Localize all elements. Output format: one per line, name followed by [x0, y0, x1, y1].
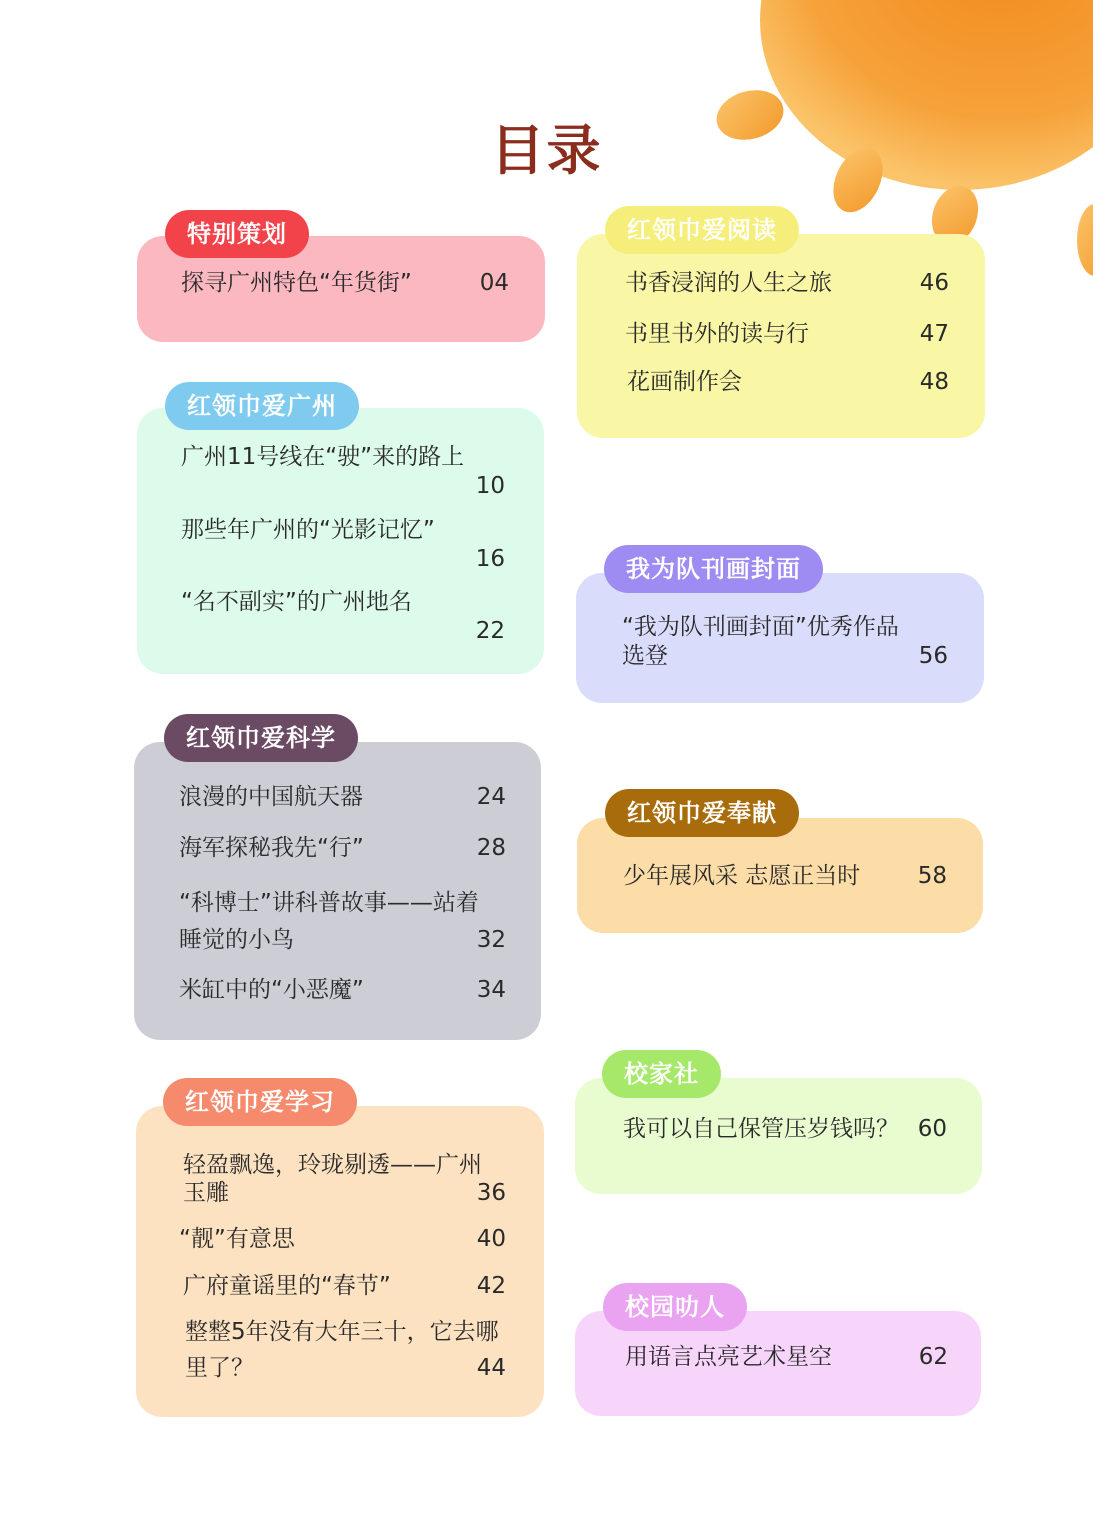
toc-page: 32 — [476, 927, 506, 953]
toc-entry[interactable]: 那些年广州的“光影记忆” — [181, 517, 435, 543]
toc-entry[interactable]: 用语言点亮艺术星空 — [625, 1344, 832, 1370]
toc-entry[interactable]: 探寻广州特色“年货街” — [181, 270, 412, 296]
section-school-family — [575, 1050, 982, 1194]
section-study — [136, 1078, 544, 1417]
toc-entry[interactable]: 米缸中的“小恶魔” — [179, 977, 364, 1003]
toc-entry[interactable]: “名不副实”的广州地名 — [181, 589, 412, 615]
section-tab: 红领巾爱奉献 — [605, 789, 799, 837]
toc-page: 42 — [476, 1273, 506, 1299]
toc-entry-line2[interactable]: 里了？ — [185, 1355, 254, 1381]
toc-entry[interactable]: 海军探秘我先“行” — [179, 835, 364, 861]
toc-page: 16 — [475, 546, 505, 572]
section-cover — [576, 545, 984, 703]
section-tab: 红领巾爱广州 — [165, 382, 359, 430]
page-title: 目录 — [490, 119, 603, 182]
toc-entry[interactable]: 轻盈飘逸，玲珑剔透——广州 — [183, 1152, 482, 1178]
section-tab: 红领巾爱阅读 — [605, 206, 799, 254]
toc-entry[interactable]: “我为队刊画封面”优秀作品 — [622, 614, 899, 640]
toc-page: 62 — [918, 1344, 948, 1370]
toc-entry-line2[interactable]: 玉雕 — [183, 1180, 229, 1206]
toc-page: 56 — [918, 643, 948, 669]
section-guangzhou — [137, 382, 544, 674]
section-tab: 校园叻人 — [603, 1283, 747, 1331]
section-reading — [577, 206, 985, 438]
toc-entry[interactable]: 广府童谣里的“春节” — [183, 1273, 391, 1299]
toc-page: 47 — [919, 321, 949, 347]
section-tab: 我为队刊画封面 — [604, 545, 823, 593]
toc-page: 28 — [476, 835, 506, 861]
section-tab: 红领巾爱科学 — [164, 714, 358, 762]
toc-entry[interactable]: 书里书外的读与行 — [625, 321, 809, 347]
section-special — [137, 210, 545, 342]
toc-entry[interactable]: 浪漫的中国航天器 — [179, 784, 363, 810]
toc-entry[interactable]: 少年展风采 志愿正当时 — [623, 863, 861, 889]
toc-page: 22 — [475, 618, 505, 644]
toc-page: 36 — [476, 1180, 506, 1206]
toc-entry[interactable]: 广州11号线在“驶”来的路上 — [181, 444, 465, 470]
toc-page: 48 — [919, 369, 949, 395]
toc-entry[interactable]: 我可以自己保管压岁钱吗？ — [623, 1116, 899, 1142]
section-science — [134, 714, 541, 1040]
toc-entry[interactable]: “靓”有意思 — [179, 1226, 295, 1252]
toc-page: 60 — [917, 1116, 947, 1142]
toc-page: 24 — [476, 784, 506, 810]
toc-entry[interactable]: “科博士”讲科普故事——站着 — [179, 890, 479, 916]
section-tab: 特别策划 — [165, 210, 309, 258]
toc-page: 46 — [919, 270, 949, 296]
toc-entry-line2[interactable]: 选登 — [622, 643, 668, 669]
toc-entry[interactable]: 整整5年没有大年三十，它去哪 — [185, 1319, 499, 1345]
toc-page: 34 — [476, 977, 506, 1003]
toc-page: 58 — [917, 863, 947, 889]
toc-page: 44 — [476, 1355, 506, 1381]
toc-page: 40 — [476, 1226, 506, 1252]
toc-entry[interactable]: 书香浸润的人生之旅 — [625, 270, 832, 296]
section-campus-star — [575, 1283, 981, 1416]
toc-entry[interactable]: 花画制作会 — [627, 369, 742, 395]
toc-page: 10 — [475, 473, 505, 499]
section-tab: 红领巾爱学习 — [163, 1078, 357, 1126]
toc-entry-line2[interactable]: 睡觉的小鸟 — [179, 927, 294, 953]
toc-page: 04 — [479, 270, 509, 296]
section-tab: 校家社 — [602, 1050, 721, 1098]
section-dedication — [577, 789, 983, 933]
